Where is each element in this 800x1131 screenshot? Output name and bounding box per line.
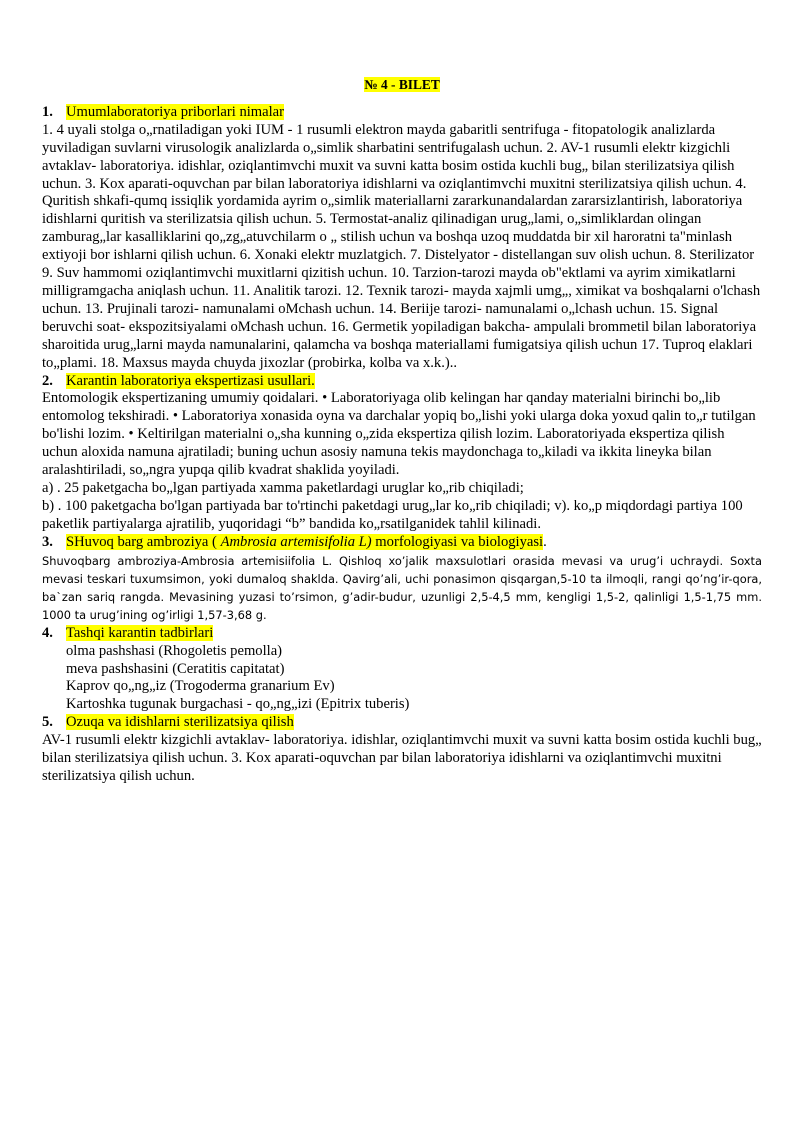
section-5-body: AV-1 rusumli elektr kizgichli avtaklav- laboratoriya. idishlar, oziqlantimvchi muxit va suvni katta bosim ostida kuchli bug„ bilan sterilizatsiya qilish uchun. 3. Kox aparati-oquvchan par bilan laboratoriya idishlarni va oziqlantimvchi muxitni sterilizatsiya qilish uchun.: [42, 732, 762, 784]
ticket-title: [42, 76, 762, 94]
section-3-title-post: morfologiyasi va biologiyasi: [371, 533, 544, 550]
section-1-body: 1. 4 uyali stolga o„rnatiladigan yoki IUM - 1 rusumli elektron mayda gabaritli sentrifuga - fitopatologik analizlarda yuviladigan suvlarni virusologik analizlarda o„simlik sharbatini sentrifugalash uchun. 2. AV-1 rusumli elektr kizgichli avtaklav- laboratoriya. idishlar, oziqlantimvchi muxit va suvni katta bosim ostida kuchli bug„ bilan sterilizatsiya qilish uchun. 3. Kox aparati-oquvchan par bilan laboratoriya idishlarni va oziqlantimvchi muxitni sterilizatsiya qilish uchun. 4. Quritish shkafi-qumq issiqlik yordamida ayrim o„simlik materiallarni zararkunandalardan zararsizlantirish, laboratoriya idishlarni quritish va sterilizatsia qilish uchun. 5. Termostat-analiz qilinadigan urug„lami, o„simliklardan olingan zamburag„lar kasalliklarini qo„zg„atuvchilarm o „ stilish uchun va boshqa uzoq muddatda bir xil haroratni ta"minlash extiyoji bor ishlarni qilish uchun. 6. Xonaki elektr muzlatgich. 7. Distelyator - distellangan suv olish uchun. 8. Sterilizator 9. Suv hammomi oziqlantimvchi muxitlarni qizitish uchun. 10. Tarzion-tarozi mayda ob"ektlami va ayrim ximikatlarni milligramgacha aniqlash uchun. 11. Analitik tarozi. 12. Texnik tarozi- mayda xajmli umg„, ximikat va boshqalarni o'lchash uchun. 13. Prujinali tarozi- namunalami oMchash uchun. 14. Beriije tarozi- namunalami o„lchash uchun. 15. Signal beruvchi soat- ekspozitsiyalami oMchash uchun. 16. Germetik yopiladigan bakcha- ampulali brommetil bilan laboratoriya sharoitida urug„larni mayda namunalarini, qalamcha va boshqa materiallami fumigatsiya qilish uchun 17. Tuproq elaklari to„plami. 18. Maxsus mayda chuyda jixozlar (probirka, kolba va x.k.)..: [42, 121, 761, 371]
section-2-item-a: a) . 25 paketgacha bo„lgan partiyada xamma paketlardagi uruglar ko„rib chiqiladi;: [42, 479, 524, 496]
section-4-item: meva pashshasini (Ceratitis capitatat): [66, 660, 285, 677]
section-4-number: 4.: [42, 624, 53, 641]
section-4-item: Kaprov qo„ng„iz (Trogoderma granarium Ev): [66, 678, 335, 695]
section-3-heading: [42, 534, 762, 552]
section-4-title: Tashqi karantin tadbirlari: [66, 624, 214, 641]
section-4-item: Kartoshka tugunak burgachasi - qo„ng„izi (Epitrix tuberis): [66, 696, 410, 713]
section-5-number: 5.: [42, 714, 53, 731]
section-5-heading: [42, 714, 762, 732]
section-3-title: [66, 534, 543, 550]
section-5-title: Ozuqa va idishlarni sterilizatsiya qilish: [66, 714, 294, 731]
section-3-title-end: .: [543, 533, 547, 550]
section-2-heading: [42, 373, 762, 391]
section-1-heading: [42, 104, 762, 122]
section-2-item-b: b) . 100 paketgacha bo'lgan partiyada bar to'rtinchi paketdagi urug„lar ko„rib chiqiladi; v). ko„p miqdordagi partiya 100 paketlik partiyalarga ajratilib, yuqoridagi “b” bandida ko„rsatilganidek tahlil kilinadi.: [42, 497, 743, 532]
section-4-heading: [42, 625, 762, 643]
section-2-paragraph: Entomologik ekspertizaning umumiy qoidalari. • Laboratoriyaga olib kelingan har qanday materialni birinchi bo„lib entomolog tekshiradi. • Laboratoriya xonasida oyna va darchalar yopiq bo„lishi yoki ularga doka yoxud qalin to„r tutilgan bo'lishi lozim. • Keltirilgan materialni o„sha kunning o„zida ekspertiza qilish lozim. Laboratoriyada ekspertiza qilish uchun aloxida namuna ajratiladi; buning uchun asosiy namuna tekis maydonchaga to„kiladi va ikkita lineyka bilan aralashtiriladi, so„ngra yupqa qilib kvadrat shaklida yoyiladi.: [42, 390, 756, 479]
section-3-body: Shuvoqbarg ambroziya-Ambrosia artemisiifolia L. Qishloq xo’jalik maxsulotlari orasida mevasi va urug’i uchraydi. Soxta mevasi teskari tuxumsimon, yoki dumaloq shaklda. Qavirg’ali, uchi ponasimon qisqargan,5-10 ta ilmoqli, rangi qo’ng’ir-qora, ba`zan sariq rangda. Mevasining yuzasi to’rsimon, g’adir-budur, uzunligi 2,5-4,5 mm, kengligi 1,5-2, qalinligi 1,5-1,75 mm. 1000 ta urug’ining og’irligi 1,57-3,68 g.: [42, 553, 762, 623]
section-3-title-latin: Ambrosia artemisifolia L): [220, 533, 372, 550]
section-3-number: 3.: [42, 533, 53, 550]
section-1-number: 1.: [42, 103, 53, 120]
section-4-item: olma pashshasi (Rhogoletis pemolla): [66, 642, 283, 659]
ticket-title-text: № 4 - BILET: [364, 77, 440, 92]
section-3-title-pre: SHuvoq barg ambroziya (: [66, 533, 221, 550]
section-2-title: Karantin laboratoriya ekspertizasi usullari.: [66, 372, 315, 389]
section-1-title: Umumlaboratoriya priborlari nimalar: [66, 103, 285, 120]
section-2-number: 2.: [42, 372, 53, 389]
document-page: [42, 76, 762, 786]
